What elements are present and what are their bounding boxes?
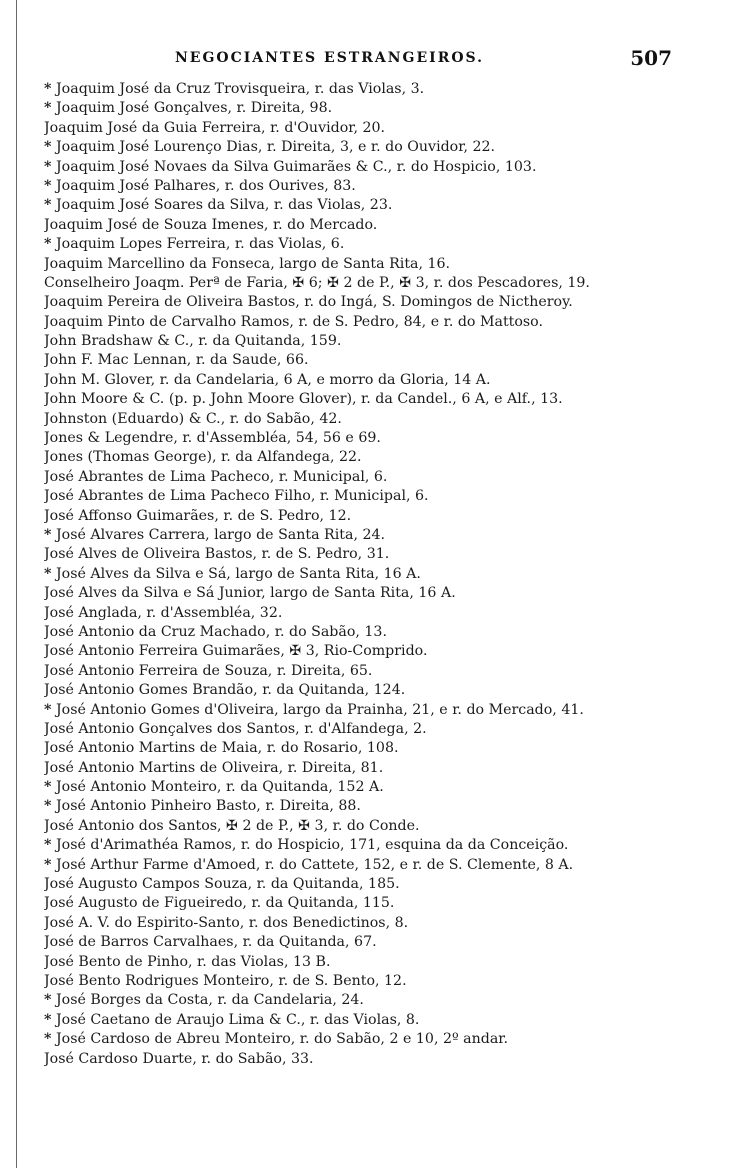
entry-text: John F. Mac Lennan, r. da Saude, 66. — [44, 352, 309, 369]
entry-text: Jones & Legendre, r. d'Assembléa, 54, 56 e 69. — [44, 430, 381, 447]
list-item — [44, 701, 684, 720]
list-item — [44, 158, 684, 177]
entry-text: José Antonio dos Santos, ✠ 2 de P., ✠ 3, r. do Conde. — [44, 817, 420, 834]
entry-text: José Alves da Silva e Sá, largo de Santa Rita, 16 A. — [56, 565, 421, 582]
entry-text: Joaquim José Gonçalves, r. Direita, 98. — [56, 100, 333, 117]
entry-text: Joaquim José Lourenço Dias, r. Direita, 3, e r. do Ouvidor, 22. — [56, 139, 496, 156]
list-item — [44, 99, 684, 118]
entry-text: Conselheiro Joaqm. Perª de Faria, ✠ 6; ✠ 2 de P., ✠ 3, r. dos Pescadores, 19. — [44, 274, 590, 291]
entry-text: José A. V. do Espirito-Santo, r. dos Benedictinos, 8. — [44, 914, 409, 931]
entry-text: José Abrantes de Lima Pacheco Filho, r. Municipal, 6. — [44, 488, 429, 505]
entry-text: Johnston (Eduardo) & C., r. do Sabão, 42. — [44, 410, 342, 427]
list-item — [44, 138, 684, 157]
entry-asterisk-mark: * — [44, 81, 52, 97]
entry-text: José Antonio Gomes d'Oliveira, largo da Prainha, 21, e r. do Mercado, 41. — [56, 701, 584, 718]
entry-text: Joaquim Pinto de Carvalho Ramos, r. de S. Pedro, 84, e r. do Mattoso. — [44, 313, 543, 330]
list-item — [44, 448, 684, 467]
list-item — [44, 1011, 684, 1030]
list-item — [44, 894, 684, 913]
list-item — [44, 1030, 684, 1049]
list-item — [44, 351, 684, 370]
list-item — [44, 991, 684, 1010]
entry-text: José Alvares Carrera, largo de Santa Rita, 24. — [56, 526, 386, 543]
entry-asterisk-mark: * — [44, 177, 52, 194]
entry-text: José Cardoso de Abreu Monteiro, r. do Sabão, 2 e 10, 2º andar. — [56, 1031, 509, 1048]
binding-edge-line — [16, 0, 17, 1168]
entry-text: José Antonio Ferreira de Souza, r. Direita, 65. — [44, 662, 373, 679]
list-item — [44, 545, 684, 564]
entry-text: José Antonio Gomes Brandão, r. da Quitanda, 124. — [44, 682, 406, 699]
list-item — [44, 390, 684, 409]
entry-asterisk-mark: * — [44, 856, 52, 873]
list-item — [44, 235, 684, 254]
list-item — [44, 739, 684, 758]
entry-text: José Antonio Martins de Oliveira, r. Direita, 81. — [44, 759, 384, 776]
list-item — [44, 487, 684, 506]
entry-text: José Alves de Oliveira Bastos, r. de S. Pedro, 31. — [44, 546, 390, 563]
entry-asterisk-mark: * — [44, 701, 52, 718]
list-item — [44, 604, 684, 623]
list-item — [44, 953, 684, 972]
entry-text: José Borges da Costa, r. da Candelaria, 24. — [56, 992, 364, 1009]
entry-text: José Augusto Campos Souza, r. da Quitanda, 185. — [44, 876, 400, 893]
list-item — [44, 177, 684, 196]
list-item — [44, 1050, 684, 1069]
list-item — [44, 526, 684, 545]
running-title: NEGOCIANTES ESTRANGEIROS. — [175, 50, 485, 66]
list-item — [44, 274, 684, 293]
list-item — [44, 778, 684, 797]
entry-text: José Antonio Monteiro, r. da Quitanda, 152 A. — [56, 779, 384, 796]
list-item — [44, 429, 684, 448]
entry-text: José Arthur Farme d'Amoed, r. do Cattete, 152, e r. de S. Clemente, 8 A. — [56, 856, 574, 873]
list-item — [44, 293, 684, 312]
entry-text: José Affonso Guimarães, r. de S. Pedro, 12. — [44, 507, 352, 524]
entry-asterisk-mark: * — [44, 197, 52, 214]
list-item — [44, 662, 684, 681]
entry-text: John Moore & C. (p. p. John Moore Glover), r. da Candel., 6 A, e Alf., 13. — [44, 391, 563, 408]
entry-asterisk-mark: * — [44, 139, 52, 156]
entry-asterisk-mark: * — [44, 798, 52, 815]
list-item — [44, 933, 684, 952]
list-item — [44, 817, 684, 836]
list-item — [44, 642, 684, 661]
list-item — [44, 468, 684, 487]
entry-text: Joaquim José Palhares, r. dos Ourives, 83. — [56, 177, 356, 194]
list-item — [44, 313, 684, 332]
entry-text: José Anglada, r. d'Assembléa, 32. — [44, 604, 283, 621]
entry-text: José Antonio Martins de Maia, r. do Rosario, 108. — [44, 740, 399, 757]
list-item — [44, 584, 684, 603]
list-item — [44, 332, 684, 351]
entry-asterisk-mark: * — [44, 837, 52, 854]
entry-asterisk-mark: * — [44, 779, 52, 796]
list-item — [44, 507, 684, 526]
list-item — [44, 196, 684, 215]
entry-text: José Cardoso Duarte, r. do Sabão, 33. — [44, 1050, 314, 1067]
list-item — [44, 80, 684, 99]
entry-text: Joaquim José de Souza Imenes, r. do Mercado. — [44, 216, 378, 233]
list-item — [44, 371, 684, 390]
entry-text: José Bento de Pinho, r. das Violas, 13 B. — [44, 953, 331, 970]
entry-text: José d'Arimathéa Ramos, r. do Hospicio, 171, esquina da da Conceição. — [56, 837, 569, 854]
entry-text: José Antonio Pinheiro Basto, r. Direita, 88. — [56, 798, 361, 815]
entry-text: José de Barros Carvalhaes, r. da Quitanda, 67. — [44, 934, 377, 951]
entry-text: José Bento Rodrigues Monteiro, r. de S. Bento, 12. — [44, 972, 407, 989]
entry-asterisk-mark: * — [44, 236, 52, 253]
entry-text: José Abrantes de Lima Pacheco, r. Municipal, 6. — [44, 468, 388, 485]
list-item — [44, 759, 684, 778]
list-item — [44, 410, 684, 429]
entry-text: Jones (Thomas George), r. da Alfandega, 22. — [44, 449, 362, 466]
list-item — [44, 856, 684, 875]
list-item — [44, 972, 684, 991]
entry-text: Joaquim Pereira de Oliveira Bastos, r. do Ingá, S. Domingos de Nictheroy. — [44, 294, 573, 311]
entry-text: José Antonio Ferreira Guimarães, ✠ 3, Rio-Comprido. — [44, 643, 428, 660]
list-item — [44, 623, 684, 642]
entry-text: Joaquim José Novaes da Silva Guimarães & C., r. do Hospicio, 103. — [56, 158, 537, 175]
entry-text: José Antonio Gonçalves dos Santos, r. d'Alfandega, 2. — [44, 720, 427, 737]
page-header — [40, 38, 680, 74]
entry-text: Joaquim José Soares da Silva, r. das Violas, 23. — [56, 197, 393, 214]
merchant-list — [44, 80, 684, 1069]
entry-text: Joaquim José da Guia Ferreira, r. d'Ouvidor, 20. — [44, 119, 386, 136]
entry-text: John M. Glover, r. da Candelaria, 6 A, e morro da Gloria, 14 A. — [44, 371, 491, 388]
entry-asterisk-mark: * — [44, 1031, 52, 1048]
entry-asterisk-mark: * — [44, 158, 52, 175]
entry-text: Joaquim Lopes Ferreira, r. das Violas, 6. — [56, 236, 345, 253]
entry-asterisk-mark: * — [44, 1011, 52, 1028]
entry-text: Joaquim Marcellino da Fonseca, largo de Santa Rita, 16. — [44, 255, 451, 272]
page-number: 507 — [630, 46, 672, 70]
list-item — [44, 836, 684, 855]
entry-text: John Bradshaw & C., r. da Quitanda, 159. — [44, 333, 342, 350]
entry-text: José Antonio da Cruz Machado, r. do Sabão, 13. — [44, 623, 387, 640]
entry-text: José Caetano de Araujo Lima & C., r. das Violas, 8. — [56, 1011, 420, 1028]
list-item — [44, 255, 684, 274]
list-item — [44, 720, 684, 739]
entry-asterisk-mark: * — [44, 100, 52, 117]
entry-text: José Alves da Silva e Sá Junior, largo de Santa Rita, 16 A. — [44, 585, 456, 602]
list-item — [44, 119, 684, 138]
list-item — [44, 681, 684, 700]
list-item — [44, 565, 684, 584]
list-item — [44, 216, 684, 235]
entry-asterisk-mark: * — [44, 526, 52, 543]
list-item — [44, 797, 684, 816]
entry-asterisk-mark: * — [44, 565, 52, 582]
list-item — [44, 914, 684, 933]
entry-asterisk-mark: * — [44, 992, 52, 1009]
entry-text: Joaquim José da Cruz Trovisqueira, r. das Violas, 3. — [56, 81, 425, 97]
list-item — [44, 875, 684, 894]
entry-text: José Augusto de Figueiredo, r. da Quitanda, 115. — [44, 895, 395, 912]
